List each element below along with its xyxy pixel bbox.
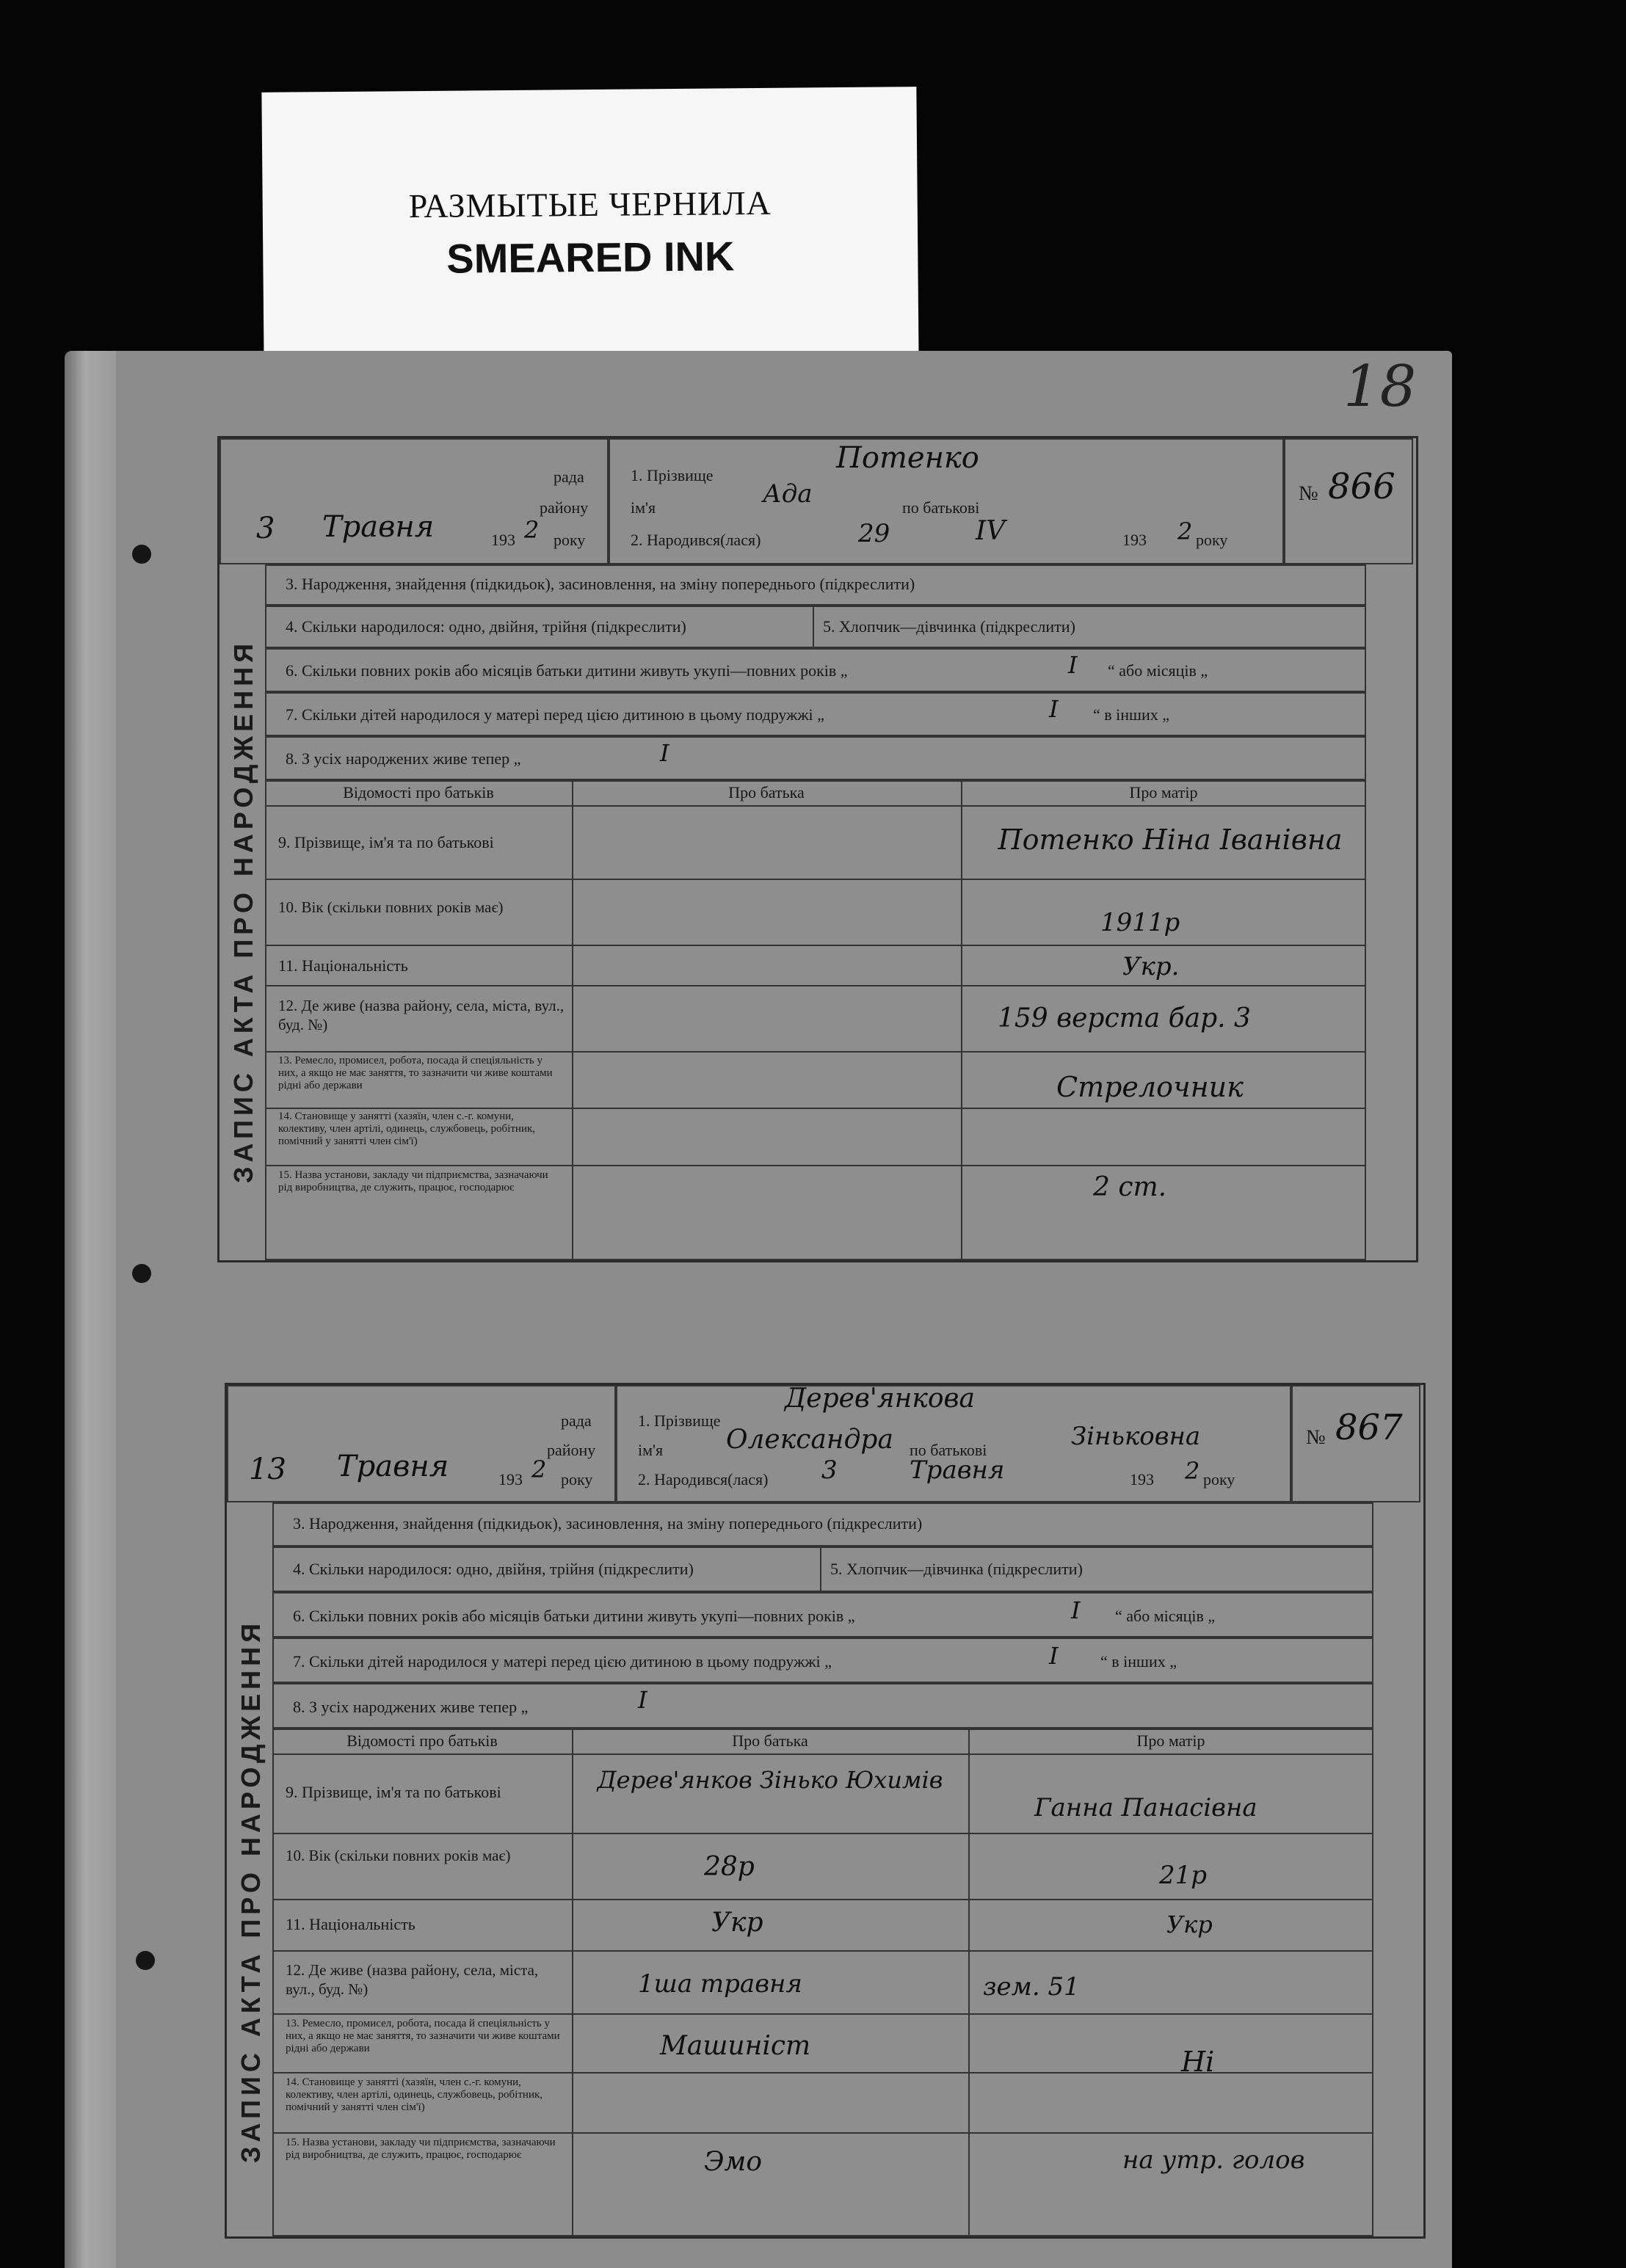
field-10-label: 10. Вік (скільки повних років має) <box>278 898 504 916</box>
mother-address: 159 верста бар. 3 <box>998 1003 1251 1033</box>
father-address: 1ша травня <box>638 1969 802 1999</box>
registration-year-digit: 2 <box>531 1455 547 1483</box>
field-3-label: 3. Народження, знайдення (підкидьок), засиновлення, на зміну попереднього (підкреслити) <box>286 575 915 593</box>
record-number-label: № <box>1299 482 1318 505</box>
binding-hole <box>136 1951 155 1970</box>
mother-name: Ганна Панасівна <box>1034 1793 1257 1822</box>
mother-institution: на утр. голов <box>1122 2145 1305 2175</box>
field-7-label: 7. Скільки дітей народилося у матері перед цією дитиною в цьому подружжі „ <box>286 705 824 724</box>
field-5-label: 5. Хлопчик—дівчинка (підкреслити) <box>830 1560 1083 1578</box>
ledger-binding-edge <box>65 351 116 2268</box>
field-7-label: 7. Скільки дітей народилося у матері перед цією дитиною в цьому подружжі „ <box>293 1652 832 1671</box>
side-title: ЗАПИС АКТА ПРО НАРОДЖЕННЯ <box>228 639 258 1183</box>
field-6-months-label: “ або місяців „ <box>1115 1607 1216 1625</box>
page-number: 18 <box>1343 354 1417 420</box>
mother-name: Потенко Ніна Іванівна <box>998 824 1343 856</box>
field-6-label: 6. Скільки повних років або місяців батьки дитини живуть укупі—повних років „ <box>286 661 848 680</box>
raion-label: району <box>540 498 589 517</box>
born-label: 2. Народився(лася) <box>638 1470 769 1489</box>
rada-label: рада <box>561 1411 592 1430</box>
birth-day: 3 <box>821 1455 838 1485</box>
surname-label: 1. Прізвище <box>631 466 714 484</box>
field-12-label: 12. Де живе (назва району, села, міста, вул., буд. №) <box>278 997 565 1033</box>
roku-label: року <box>554 531 586 549</box>
field-6-years: I <box>1068 651 1078 679</box>
smeared-ink-label <box>261 87 918 370</box>
header-parents-info: Відомості про батьків <box>346 1731 498 1750</box>
field-7-other-label: “ в інших „ <box>1093 705 1170 724</box>
record-number: 867 <box>1335 1407 1403 1448</box>
birth-record-1 <box>217 436 1418 1262</box>
roku-label: року <box>1203 1470 1235 1489</box>
field-10-label: 10. Вік (скільки повних років має) <box>286 1847 511 1864</box>
field-8-label: 8. З усіх народжених живе тепер „ <box>293 1698 529 1716</box>
field-11-label: 11. Національність <box>286 1915 415 1933</box>
father-age: 28р <box>704 1852 755 1882</box>
rada-label: рада <box>554 468 584 486</box>
field-3-label: 3. Народження, знайдення (підкидьок), засиновлення, на зміну попереднього (підкреслити) <box>293 1514 923 1533</box>
year-prefix: 193 <box>1122 531 1147 549</box>
label-english: SMEARED INK <box>446 233 735 282</box>
field-6-months-label: “ або місяців „ <box>1108 661 1208 680</box>
patronymic-label: по батькові <box>910 1441 987 1459</box>
field-6-years: I <box>1071 1596 1081 1624</box>
child-surname: Потенко <box>836 441 979 475</box>
year-prefix: 193 <box>491 531 515 549</box>
birth-month: IV <box>976 516 1006 546</box>
name-label: ім'я <box>638 1441 664 1459</box>
child-name: Ада <box>763 479 813 509</box>
binding-hole <box>132 1264 151 1283</box>
father-occupation: Машиніст <box>660 2031 811 2061</box>
field-11-label: 11. Національність <box>278 956 408 975</box>
mother-nationality: Укр <box>1166 1911 1213 1938</box>
registration-year-digit: 2 <box>524 516 540 544</box>
birth-month: Травня <box>910 1455 1005 1485</box>
mother-occupation: Стрелочник <box>1056 1071 1244 1103</box>
raion-label: району <box>547 1441 596 1459</box>
field-13-label: 13. Ремесло, промисел, робота, посада й спеціяльність у них, а якщо не має заняття, то зазначити чи живе коштами рідні або держави <box>286 2018 560 2054</box>
header-mother: Про матір <box>1129 783 1198 802</box>
born-label: 2. Народився(лася) <box>631 531 761 549</box>
birth-day: 29 <box>858 519 890 548</box>
mother-institution: 2 ст. <box>1093 1172 1167 1202</box>
father-institution: Эмо <box>704 2147 763 2177</box>
header-mother: Про матір <box>1136 1731 1205 1750</box>
field-7-count: I <box>1049 1642 1059 1670</box>
registration-day: 13 <box>249 1453 286 1486</box>
record-number-label: № <box>1306 1426 1326 1449</box>
field-8-alive: I <box>660 739 669 767</box>
mother-address: зем. 51 <box>983 1972 1080 2002</box>
mother-nationality: Укр. <box>1122 952 1180 981</box>
field-6-label: 6. Скільки повних років або місяців батьки дитини живуть укупі—повних років „ <box>293 1607 855 1625</box>
field-4-label: 4. Скільки народилося: одно, двійня, трійня (підкреслити) <box>293 1560 694 1578</box>
binding-hole <box>132 545 151 564</box>
birth-year-digit: 2 <box>1185 1457 1200 1485</box>
field-4-label: 4. Скільки народилося: одно, двійня, трійня (підкреслити) <box>286 617 686 636</box>
name-label: ім'я <box>631 498 656 517</box>
header-father: Про батька <box>728 783 805 802</box>
field-9-label: 9. Прізвище, ім'я та по батькові <box>286 1783 501 1801</box>
header-parents-info: Відомості про батьків <box>343 783 494 802</box>
father-nationality: Укр <box>711 1908 763 1938</box>
field-14-label: 14. Становище у занятті (хазяїн, член с.-г. комуни, колективу, член артілі, одинець, службовець, робітник, помічний у занятті член сім'ї) <box>286 2076 543 2113</box>
father-name: Дерев'янков Зінько Юхимів <box>597 1766 943 1794</box>
birth-record-2 <box>225 1383 1426 2239</box>
roku-label: року <box>561 1470 593 1489</box>
field-7-other-label: “ в інших „ <box>1100 1652 1177 1671</box>
field-15-label: 15. Назва установи, закладу чи підприємства, зазначаючи рід виробництва, де служить, працює, господарює <box>286 2137 556 2161</box>
patronymic-label: по батькові <box>902 498 980 517</box>
field-14-label: 14. Становище у занятті (хазяїн, член с.-г. комуни, колективу, член артілі, одинець, службовець, робітник, помічний у занятті член сім'ї) <box>278 1111 536 1147</box>
mother-age: 1911р <box>1100 908 1180 937</box>
field-8-label: 8. З усіх народжених живе тепер „ <box>286 749 521 768</box>
side-title: ЗАПИС АКТА ПРО НАРОДЖЕННЯ <box>236 1619 266 2163</box>
child-surname: Дерев'янкова <box>785 1384 975 1414</box>
field-5-label: 5. Хлопчик—дівчинка (підкреслити) <box>823 617 1075 636</box>
registration-month: Травня <box>322 510 435 544</box>
surname-label: 1. Прізвище <box>638 1411 721 1430</box>
label-russian: РАЗМЫТЫЕ ЧЕРНИЛА <box>408 183 772 225</box>
mother-occupation: Ні <box>1181 2046 1215 2078</box>
field-9-label: 9. Прізвище, ім'я та по батькові <box>278 833 494 851</box>
child-patronymic: Зіньковна <box>1071 1422 1201 1451</box>
child-name: Олександра <box>726 1425 893 1455</box>
year-prefix: 193 <box>1130 1470 1154 1489</box>
field-13-label: 13. Ремесло, промисел, робота, посада й спеціяльність у них, а якщо не має заняття, то зазначити чи живе коштами рідні або держави <box>278 1055 553 1091</box>
roku-label: року <box>1196 531 1228 549</box>
registration-month: Травня <box>337 1450 449 1483</box>
birth-year-digit: 2 <box>1177 517 1193 545</box>
field-12-label: 12. Де живе (назва району, села, міста, вул., буд. №) <box>286 1961 539 1998</box>
year-prefix: 193 <box>498 1470 523 1489</box>
record-number: 866 <box>1328 466 1395 507</box>
field-15-label: 15. Назва установи, закладу чи підприємства, зазначаючи рід виробництва, де служить, працює, господарює <box>278 1169 548 1193</box>
registration-day: 3 <box>256 512 275 545</box>
field-7-count: I <box>1049 695 1059 723</box>
mother-age: 21р <box>1159 1861 1208 1890</box>
field-8-alive: I <box>638 1686 647 1714</box>
header-father: Про батька <box>732 1731 808 1750</box>
